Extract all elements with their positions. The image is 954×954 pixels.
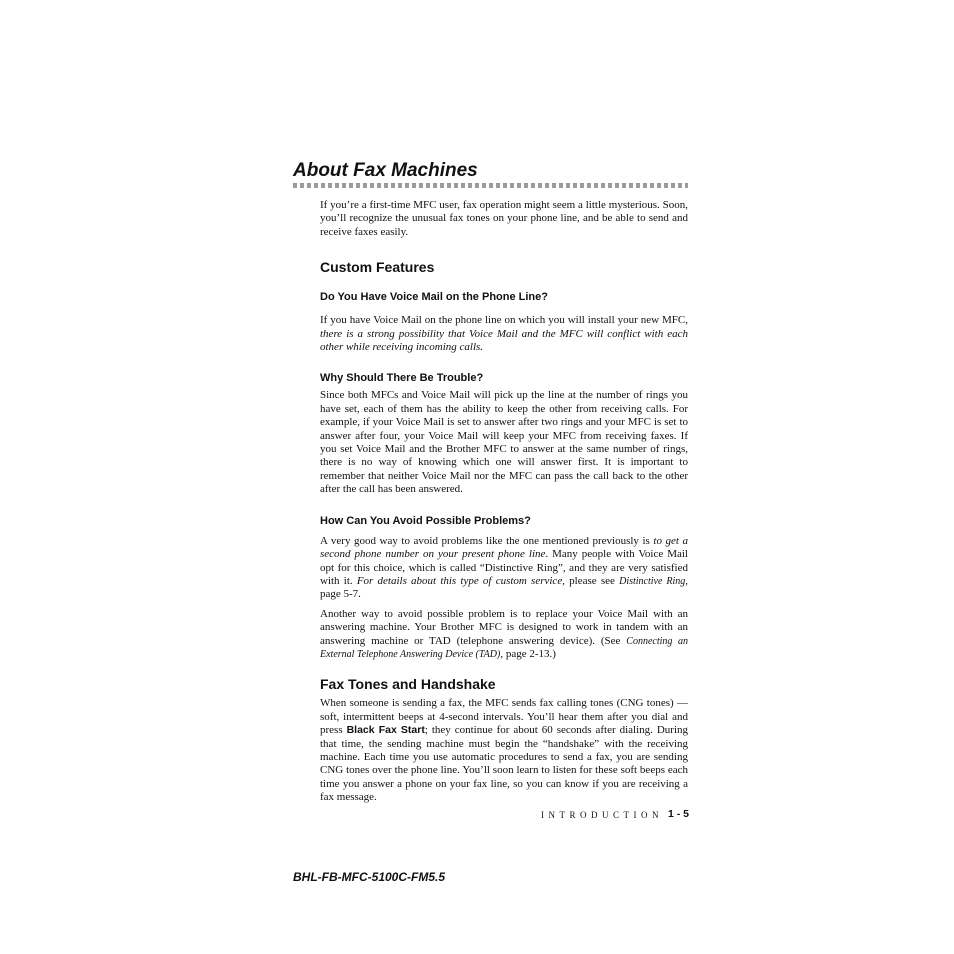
footer-chapter-label: INTRODUCTION bbox=[541, 810, 663, 820]
subheading-why-trouble: Why Should There Be Trouble? bbox=[320, 372, 484, 385]
cross-reference-distinctive-ring: Distinctive Ring bbox=[619, 575, 686, 587]
avoid-emphasis-1: to get a second phone number on your present phone line bbox=[320, 534, 688, 561]
trouble-paragraph: Since both MFCs and Voice Mail will pick up the line at the number of rings you have set, each of them has the ability to keep the other from receiving calls. For example, if your Voice Mail is set to answer after two rings and your MFC is set to answer after four, your Voice Mail will keep your MFC from receiving faxes. If you set Voice Mail and the Brother MFC to answer at the same number of rings, there is no way of knowing which one will answer first. It is important to remember that neither Voice Mail nor the MFC can pass the call back to the other after the call has been answered. bbox=[320, 389, 688, 496]
voice-mail-emphasis: there is a strong possibility that Voice Mail and the MFC will conflict with each other while receiving incoming calls. bbox=[320, 327, 688, 354]
fax-tones-paragraph bbox=[320, 697, 688, 804]
title-rule bbox=[293, 183, 688, 188]
avoid-text-1: A very good way to avoid problems like the one mentioned previously is bbox=[320, 534, 654, 547]
voice-mail-paragraph bbox=[320, 314, 688, 354]
fax-tones-text-1: When someone is sending a fax, the MFC sends fax calling tones (CNG tones) — soft, intermittent beeps at 4-second intervals. You’ll hear them after you dial and press bbox=[320, 697, 688, 737]
voice-mail-text: If you have Voice Mail on the phone line on which you will install your new MFC, bbox=[320, 314, 688, 327]
avoid-text-6: , page 2-13.) bbox=[500, 647, 556, 660]
avoid-paragraph-2 bbox=[320, 608, 688, 662]
section-heading-fax-tones: Fax Tones and Handshake bbox=[320, 676, 496, 693]
page-title: About Fax Machines bbox=[293, 160, 478, 181]
footer-page-number: 1 - 5 bbox=[668, 808, 690, 820]
cross-reference-tad: Connecting an External Telephone Answering Device (TAD) bbox=[320, 635, 689, 660]
fax-tones-text-2: ; they continue for about 60 seconds after dialing. During that time, the sending machine must begin the “handshake” with the receiving machine. Each time you use automatic procedures to send a fax, you are sending CNG tones over the phone line. You’ll soon learn to listen for these soft beeps each time you answer a phone on your fax line, so you can know if you are receiving a fax message. bbox=[320, 724, 688, 804]
avoid-paragraph-1 bbox=[320, 535, 688, 602]
document-id: BHL-FB-MFC-5100C-FM5.5 bbox=[293, 870, 446, 884]
section-heading-custom-features: Custom Features bbox=[320, 259, 435, 276]
content bbox=[320, 199, 688, 805]
black-fax-start-key-label: Black Fax Start bbox=[346, 724, 425, 737]
avoid-text-5: Another way to avoid possible problem is to replace your Voice Mail with an answering machine. Your Brother MFC is designed to work in tandem with an answering machine or TAD (telephone answering device). (See bbox=[320, 607, 688, 647]
subheading-avoid-problems: How Can You Avoid Possible Problems? bbox=[320, 514, 531, 527]
avoid-text-3: please see bbox=[564, 574, 620, 587]
subheading-voice-mail: Do You Have Voice Mail on the Phone Line? bbox=[320, 291, 548, 304]
avoid-text-4: , page 5-7. bbox=[320, 574, 689, 601]
avoid-emphasis-2: For details about this type of custom service, bbox=[356, 574, 565, 587]
avoid-text-2: . Many people with Voice Mail opt for this choice, which is called “Distinctive Ring”, and they are very satisfied with it. bbox=[320, 548, 688, 587]
intro-paragraph: If you’re a first-time MFC user, fax operation might seem a little mysterious. Soon, you’ll recognize the unusual fax tones on your phone line, and be able to send and receive faxes easily. bbox=[320, 199, 688, 238]
